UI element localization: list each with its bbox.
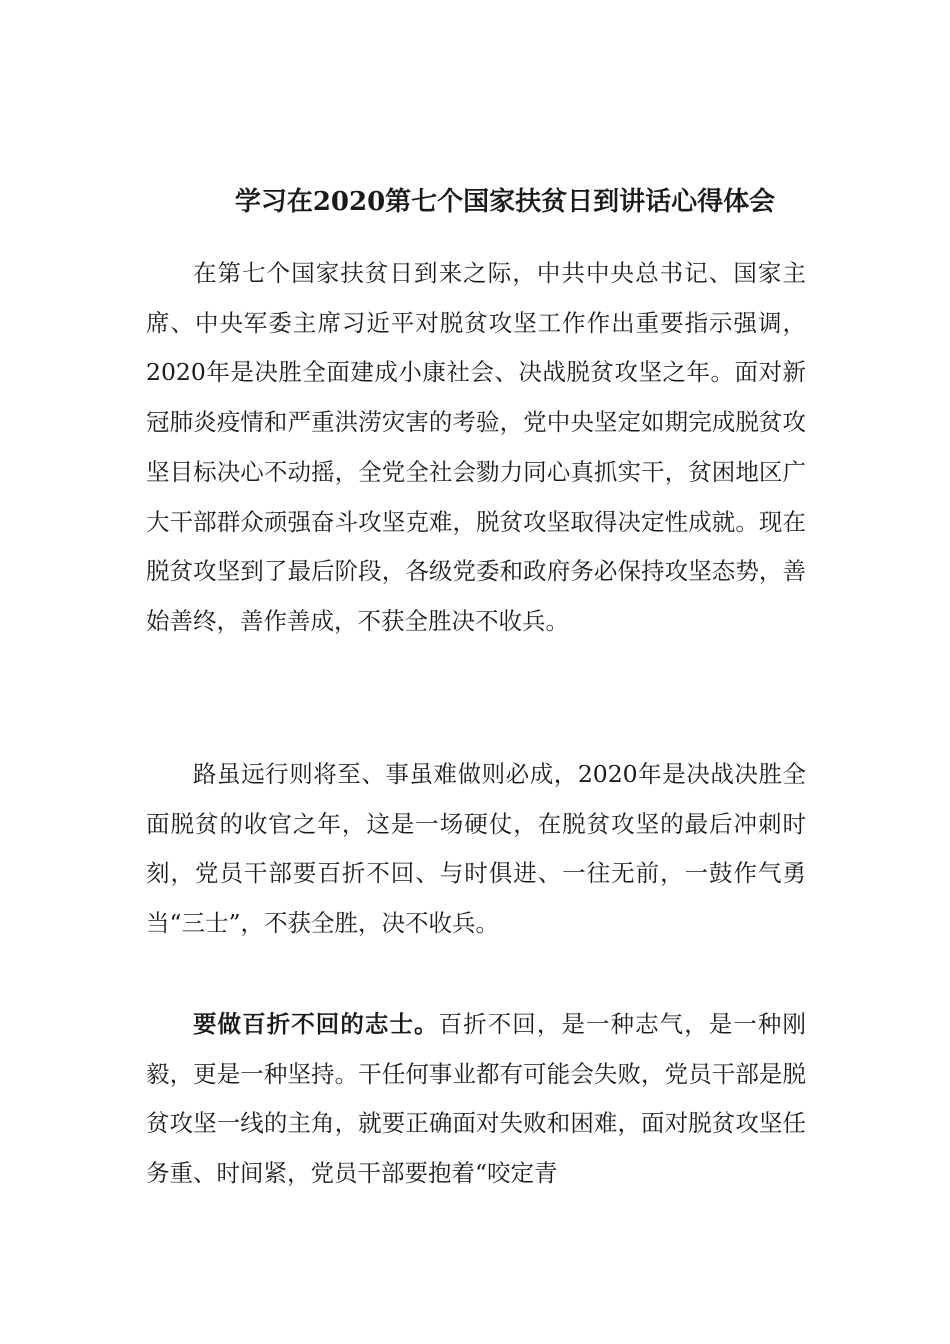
paragraph-3-heading: 要做百折不回的志士。 bbox=[193, 1010, 439, 1038]
document-title: 学习在2020第七个国家扶贫日到讲话心得体会 bbox=[234, 187, 776, 217]
paragraph-1-text: 在第七个国家扶贫日到来之际，中共中央总书记、国家主席、中央军委主席习近平对脱贫攻坚工作作出重要指示强调，2020年是决胜全面建成小康社会、决战脱贫攻坚之年。面对新冠肺炎疫情和严重洪涝灾害的考验，党中央坚定如期完成脱贫攻坚目标决心不动摇，全党全社会勠力同心真抓实干，贫困地区广大干部群众顽强奋斗攻坚克难，脱贫攻坚取得决定性成就。现在脱贫攻坚到了最后阶段，各级党委和政府务必保持攻坚态势，善始善终，善作善成，不获全胜决不收兵。 bbox=[146, 259, 806, 635]
paragraph-1 bbox=[146, 249, 806, 647]
paragraph-3 bbox=[146, 1000, 806, 1199]
paragraph-2 bbox=[146, 750, 806, 949]
paragraph-2-text: 路虽远行则将至、事虽难做则必成，2020年是决战决胜全面脱贫的收官之年，这是一场硬仗，在脱贫攻坚的最后冲刺时刻，党员干部要百折不回、与时俱进、一往无前，一鼓作气勇当“三士”，不获全胜，决不收兵。 bbox=[146, 760, 806, 938]
paragraph-3-text: 百折不回，是一种志气，是一种刚毅，更是一种坚持。干任何事业都有可能会失败，党员干部是脱贫攻坚一线的主角，就要正确面对失败和困难，面对脱贫攻坚任务重、时间紧，党员干部要抱着“咬定青 bbox=[146, 1010, 806, 1188]
